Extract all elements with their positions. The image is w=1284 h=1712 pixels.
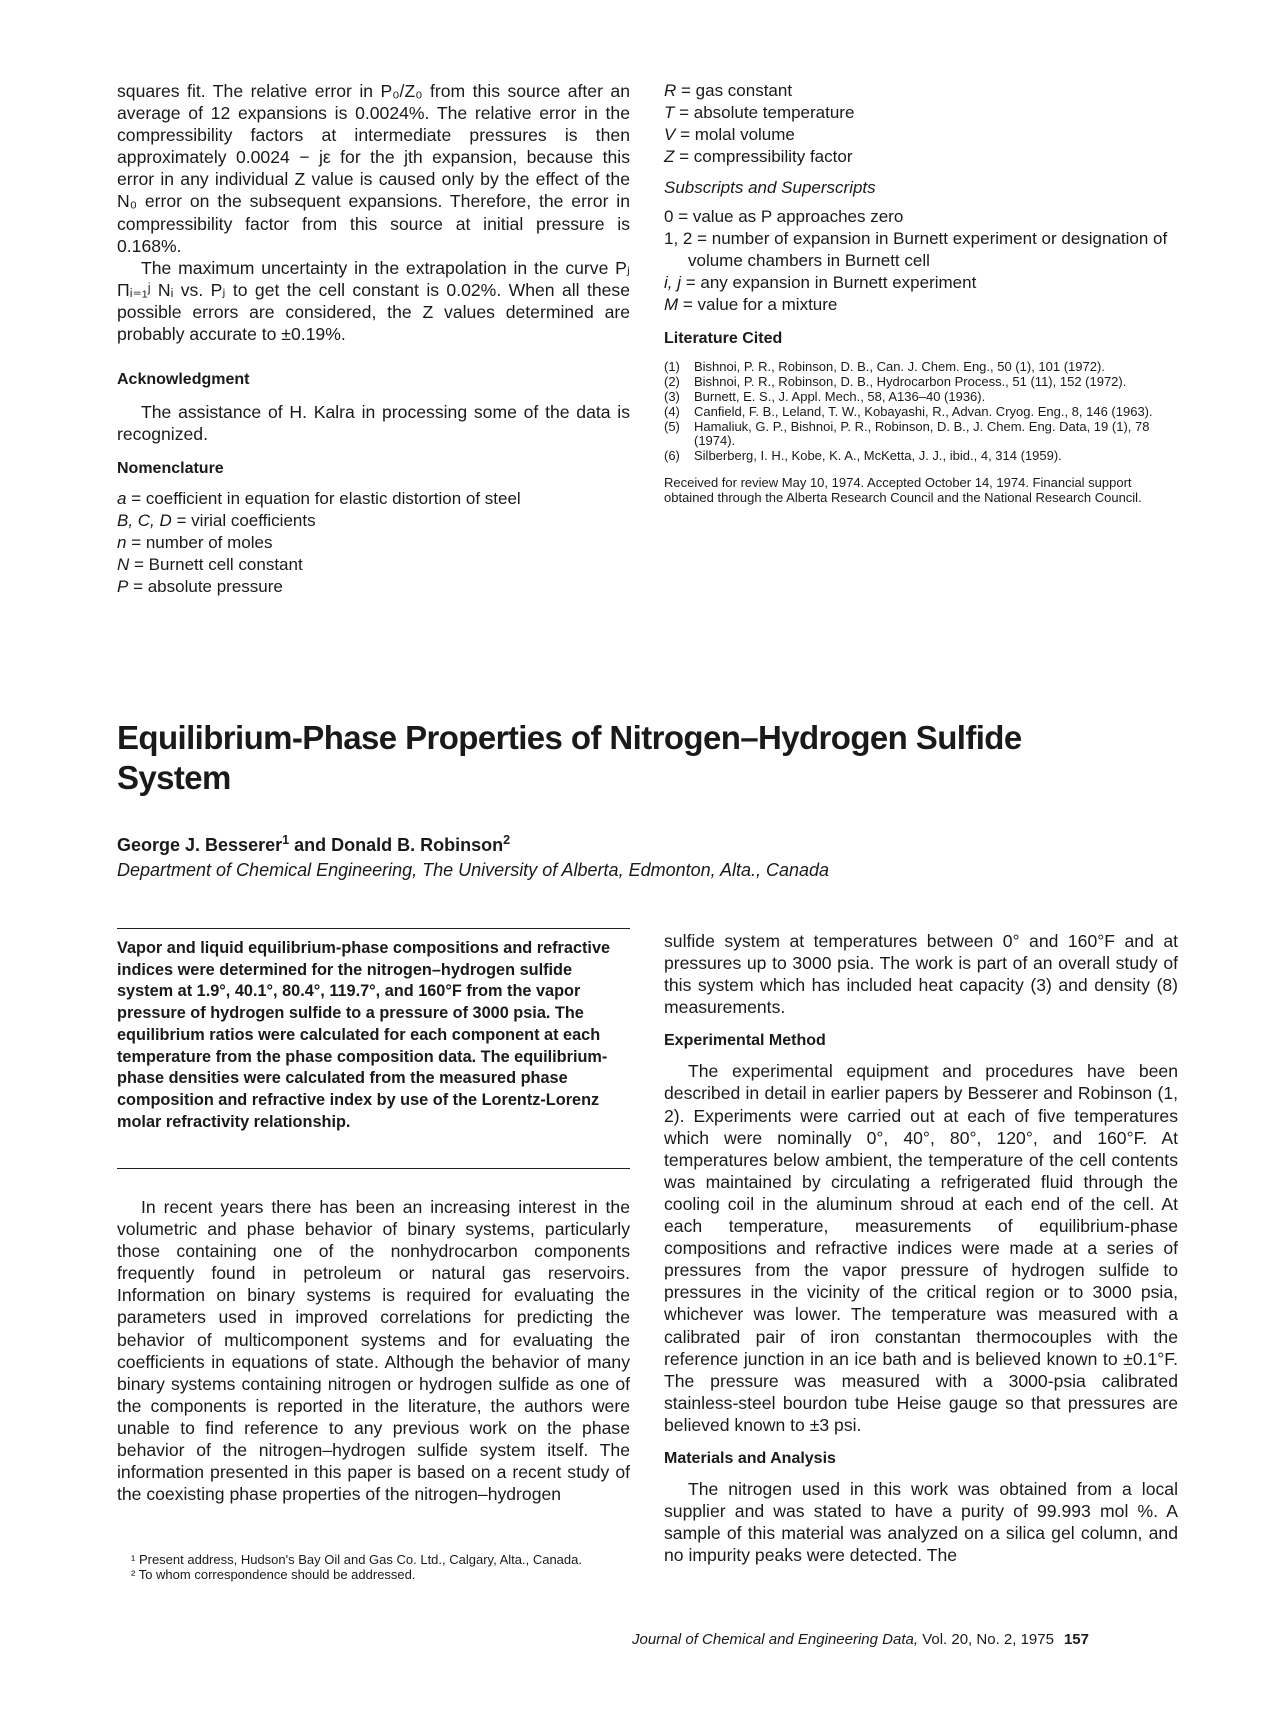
footnote-2: ² To whom correspondence should be addressed.: [131, 1567, 416, 1582]
nomenclature-list-left: [117, 488, 630, 598]
journal-name: Journal of Chemical and Engineering Data,: [632, 1631, 919, 1648]
subscript-item: 1, 2 = number of expansion in Burnett experiment or designation of volume chambers in Burnett cell: [664, 229, 1168, 270]
bottom-left-column: [117, 1196, 630, 1505]
reference-item: (5) Hamaliuk, G. P., Bishnoi, P. R., Robinson, D. B., J. Chem. Eng. Data, 19 (1), 78 (1974).: [664, 419, 1150, 448]
paragraph-introduction: In recent years there has been an increasing interest in the volumetric and phase behavior of binary systems, particularly those containing one of the nonhydrocarbon components frequently found in petroleum or natural gas reservoirs. Information on binary systems is required for evaluating the parameters used in improved correlations for predicting the behavior of multicomponent systems and for evaluating the coefficients in equations of state. Although the behavior of many binary systems containing nitrogen or hydrogen sulfide as one of the components is reported in the literature, the authors were unable to find reference to any previous work on the phase behavior of the nitrogen–hydrogen sulfide system itself. The information presented in this paper is based on a recent study of the coexisting phase properties of the nitrogen–hydrogen: [117, 1197, 630, 1505]
heading-nomenclature: Nomenclature: [117, 460, 224, 478]
nomenclature-item: a = coefficient in equation for elastic distortion of steel: [117, 489, 521, 509]
nomenclature-item: N = Burnett cell constant: [117, 555, 303, 575]
abstract: Vapor and liquid equilibrium-phase compositions and refractive indices were determined for the nitrogen–hydrogen sulfide system at 1.9°, 40.1°, 80.4°, 119.7°, and 160°F from the vapor pressure of hydrogen sulfide to a pressure of 3000 psia. The equilibrium ratios were calculated for each component at each temperature from the phase composition data. The equilibrium-phase densities were calculated from the measured phase composition and refractive index by use of the Lorentz-Lorenz molar refractivity relationship.: [117, 939, 611, 1131]
nomenclature-list-right: [664, 80, 1178, 168]
heading-literature-cited: Literature Cited: [664, 330, 783, 347]
reference-item: (6) Silberberg, I. H., Kobe, K. A., McKetta, J. J., ibid., 4, 314 (1959).: [664, 448, 1062, 463]
reference-item: (2) Bishnoi, P. R., Robinson, D. B., Hydrocarbon Process., 51 (11), 152 (1972).: [664, 374, 1127, 389]
heading-acknowledgment: Acknowledgment: [117, 371, 250, 389]
reference-list: [664, 360, 1178, 463]
paragraph-materials-analysis: The nitrogen used in this work was obtained from a local supplier and was stated to have a purity of 99.993 mol %. A sample of this material was analyzed on a silica gel column, and no impurity peaks were detected. The: [664, 1478, 1178, 1566]
subscript-item: 0 = value as P approaches zero: [664, 207, 904, 226]
heading-materials-analysis: Materials and Analysis: [664, 1449, 836, 1467]
reference-item: (3) Burnett, E. S., J. Appl. Mech., 58, A136–40 (1936).: [664, 389, 986, 404]
received-note: Received for review May 10, 1974. Accepted October 14, 1974. Financial support obtained through the Alberta Research Council and the National Research Council.: [664, 475, 1142, 505]
page-number: 157: [1063, 1631, 1089, 1648]
nomenclature-item: n = number of moles: [117, 533, 273, 553]
footnote-mark: 2: [503, 833, 511, 847]
top-right-column: [664, 80, 1178, 505]
reference-item: (1) Bishnoi, P. R., Robinson, D. B., Can. J. Chem. Eng., 50 (1), 101 (1972).: [664, 359, 1105, 374]
subscripts-list: [664, 206, 1178, 316]
journal-volume: Vol. 20, No. 2, 1975: [922, 1631, 1054, 1648]
nomenclature-item: V = molal volume: [664, 125, 795, 144]
paragraph-experimental-method: The experimental equipment and procedures have been described in detail in earlier papers by Besserer and Robinson (1, 2). Experiments were carried out at each of five temperatures which were nominally 0°, 40°, 80°, 120°, and 160°F. At temperatures below ambient, the temperature of the cell contents was maintained by circulating a refrigerated fluid through the cooling coil in the aluminum shroud at each end of the cell. At each temperature, measurements of equilibrium-phase compositions and refractive indices were made at a series of pressures from the vapor pressure of hydrogen sulfide to pressures in the vicinity of the critical region or to 3000 psia, whichever was lower. The temperature was measured with a calibrated pair of iron constantan thermocouples with the reference junction in an ice bath and is believed known to ±0.1°F. The pressure was measured with a 3000-psia calibrated stainless-steel bourdon tube Heise gauge so that pressures are believed known to ±3 psi.: [664, 1061, 1178, 1435]
nomenclature-item: Z = compressibility factor: [664, 147, 853, 166]
article-title: Equilibrium-Phase Properties of Nitrogen–Hydrogen Sulfide System: [117, 719, 1022, 796]
heading-subscripts: Subscripts and Superscripts: [664, 178, 876, 197]
paragraph-uncertainty: The maximum uncertainty in the extrapolation in the curve Pⱼ Πᵢ₌₁ʲ Nᵢ vs. Pⱼ to get the cell constant is 0.02%. When all these possible errors are considered, the Z values determined are probably accurate to ±0.19%.: [117, 257, 630, 345]
paragraph-scope: sulfide system at temperatures between 0° and 160°F and at pressures up to 3000 psia. The work is part of an overall study of this system which has included heat capacity (3) and density (8) measurements.: [664, 931, 1178, 1018]
author-name: George J. Besserer: [117, 835, 283, 855]
abstract-rule-top: [117, 928, 630, 929]
journal-footer: [632, 1631, 1089, 1648]
reference-item: (4) Canfield, F. B., Leland, T. W., Kobayashi, R., Advan. Cryog. Eng., 8, 146 (1963).: [664, 404, 1153, 419]
paragraph-acknowledgment: The assistance of H. Kalra in processing some of the data is recognized.: [117, 402, 630, 445]
nomenclature-item: P = absolute pressure: [117, 577, 283, 597]
nomenclature-item: T = absolute temperature: [664, 103, 855, 122]
footnote-1: ¹ Present address, Hudson's Bay Oil and Gas Co. Ltd., Calgary, Alta., Canada.: [131, 1552, 582, 1567]
top-left-column: [117, 80, 630, 598]
heading-experimental-method: Experimental Method: [664, 1032, 826, 1050]
paragraph-error-analysis: squares fit. The relative error in P₀/Z₀ from this source after an average of 12 expansions is 0.0024%. The relative error in the compressibility factors at intermediate pressures is then approximately 0.0024 − jε for the jth expansion, because this error in any individual Z value is caused only by the effect of the N₀ error on the subsequent expansions. Therefore, the error in compressibility factor from this source at initial pressure is 0.168%.: [117, 81, 630, 256]
footnotes: [117, 1552, 630, 1582]
author-separator: and: [289, 835, 332, 855]
footnote-mark: 1: [282, 833, 290, 847]
authors: [117, 835, 510, 856]
bottom-right-column: [664, 930, 1178, 1566]
subscript-item: M = value for a mixture: [664, 295, 838, 314]
affiliation: Department of Chemical Engineering, The University of Alberta, Edmonton, Alta., Canada: [117, 860, 830, 880]
nomenclature-item: R = gas constant: [664, 81, 793, 100]
author-name: Donald B. Robinson: [331, 835, 504, 855]
subscript-item: i, j = any expansion in Burnett experiment: [664, 273, 977, 292]
nomenclature-item: B, C, D = virial coefficients: [117, 511, 316, 531]
abstract-rule-bottom: [117, 1168, 630, 1169]
